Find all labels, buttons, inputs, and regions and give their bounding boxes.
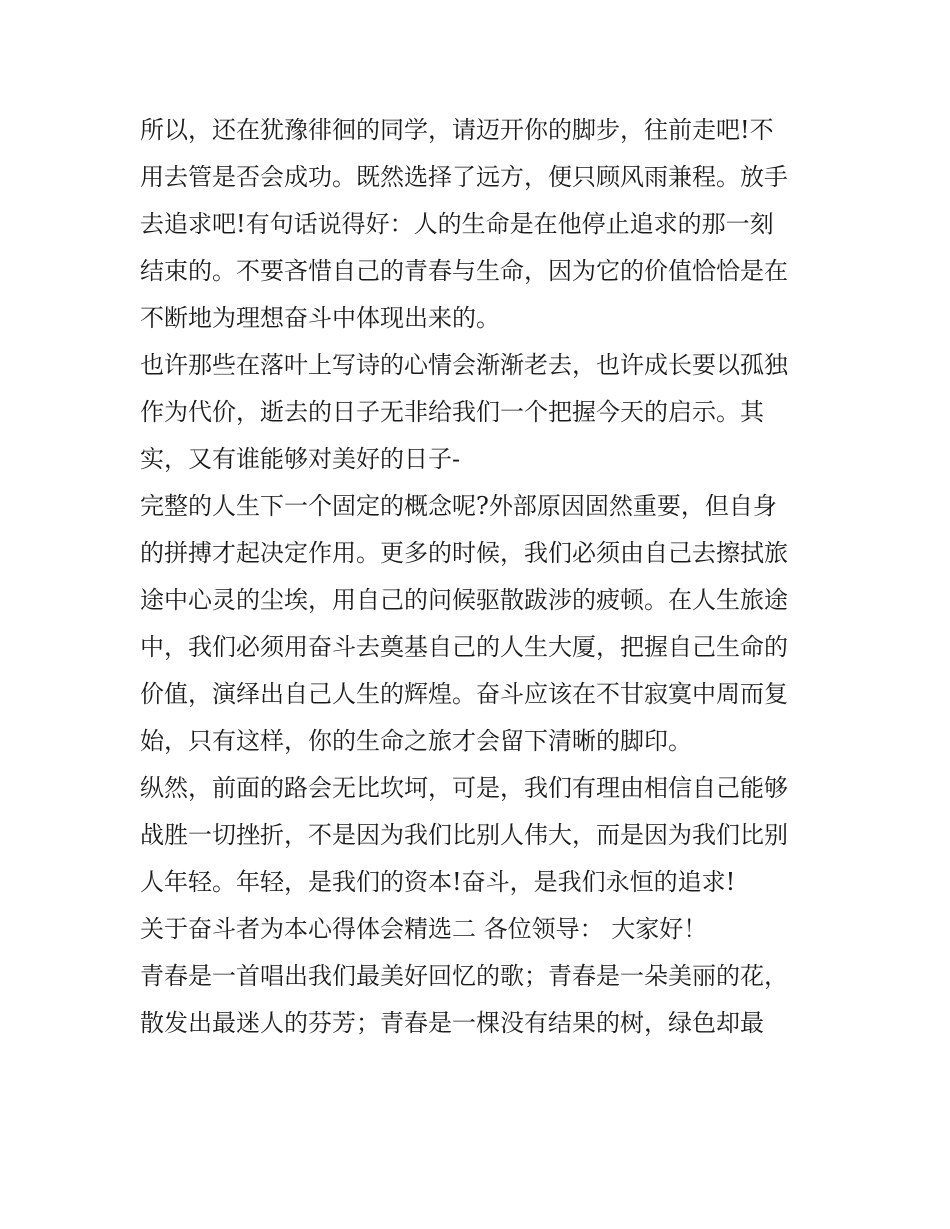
- text-line: 散发出最迷人的芬芳；青春是一棵没有结果的树，绿色却最: [140, 1009, 764, 1037]
- text-line: 青春是一首唱出我们最美好回忆的歌；青春是一朵美丽的花，: [140, 962, 788, 990]
- text-line: 结束的。不要吝惜自己的青春与生命，因为它的价值恰恰是在: [140, 257, 788, 285]
- text-line: 人年轻。年轻，是我们的资本!奋斗，是我们永恒的追求!: [140, 868, 736, 896]
- text-line: 也许那些在落叶上写诗的心情会渐渐老去，也许成长要以孤独: [140, 351, 788, 379]
- text-line: 实，又有谁能够对美好的日子-: [140, 445, 461, 473]
- text-line: 始，只有这样，你的生命之旅才会留下清晰的脚印。: [140, 727, 692, 755]
- section-heading-line: 关于奋斗者为本心得体会精选二 各位领导： 大家好！: [140, 915, 708, 943]
- text-line: 途中心灵的尘埃，用自己的问候驱散跋涉的疲顿。在人生旅途: [140, 586, 788, 614]
- text-line: 的拼搏才起决定作用。更多的时候，我们必须由自己去擦拭旅: [140, 539, 788, 567]
- text-line: 价值，演绎出自己人生的辉煌。奋斗应该在不甘寂寞中周而复: [140, 680, 788, 708]
- text-line: 中，我们必须用奋斗去奠基自己的人生大厦，把握自己生命的: [140, 633, 788, 661]
- text-line: 不断地为理想奋斗中体现出来的。: [140, 304, 500, 332]
- text-line: 作为代价，逝去的日子无非给我们一个把握今天的启示。其: [140, 398, 764, 426]
- text-line: 去追求吧!有句话说得好：人的生命是在他停止追求的那一刻: [140, 210, 774, 238]
- text-line: 完整的人生下一个固定的概念呢?外部原因固然重要，但自身: [140, 492, 777, 520]
- text-line: 所以，还在犹豫徘徊的同学，请迈开你的脚步，往前走吧!不: [140, 116, 774, 144]
- text-line: 纵然，前面的路会无比坎坷，可是，我们有理由相信自己能够: [140, 774, 788, 802]
- text-line: 用去管是否会成功。既然选择了远方，便只顾风雨兼程。放手: [140, 163, 788, 191]
- text-line: 战胜一切挫折，不是因为我们比别人伟大，而是因为我们比别: [140, 821, 788, 849]
- document-body: [140, 107, 820, 1047]
